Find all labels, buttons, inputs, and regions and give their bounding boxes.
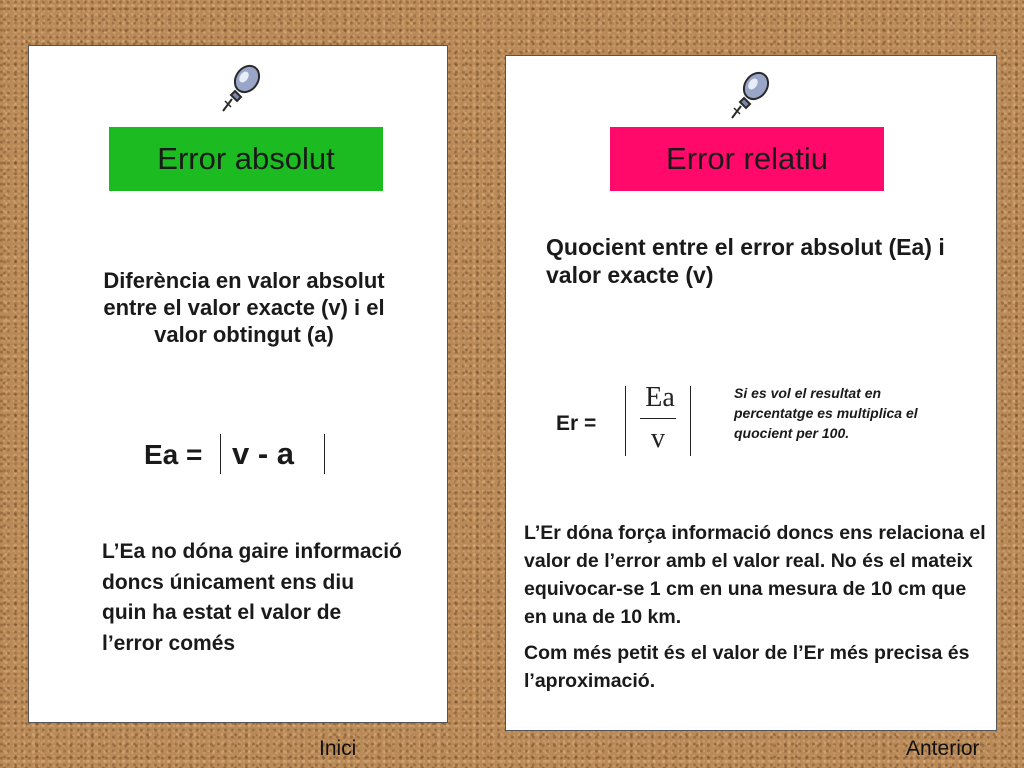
formula-numerator: Ea [645, 382, 675, 413]
absolute-error-note: L’Ea no dóna gaire informació doncs únicament ens diu quin ha estat el valor de l’error comés [102, 540, 402, 655]
abs-bar-right [690, 386, 691, 456]
absolute-error-title: Error absolut [109, 127, 383, 191]
relative-error-formula [554, 382, 734, 462]
formula-lhs: Er = [556, 412, 597, 435]
relative-error-definition: Quocient entre el error absolut (Ea) i valor exacte (v) [546, 234, 945, 288]
home-link[interactable]: Inici [319, 737, 357, 760]
formula-rhs: v - a [232, 436, 295, 471]
abs-bar-right [324, 434, 325, 474]
formula-lhs: Ea = [144, 439, 203, 470]
relative-error-card [505, 55, 997, 731]
relative-error-note-1: L’Er dóna força informació doncs ens relaciona el valor de l’error amb el valor real. No és el mateix equivocar-se 1 cm en una mesura de 10 cm que en una de 10 km. [524, 522, 986, 628]
absolute-error-card [28, 45, 448, 723]
fraction-line [640, 418, 676, 419]
absolute-error-formula [144, 431, 344, 481]
pushpin-icon [728, 68, 772, 122]
relative-error-notes [524, 519, 994, 695]
abs-bar-left [625, 386, 626, 456]
absolute-error-definition: Diferència en valor absolut entre el valor exacte (v) i el valor obtingut (a) [103, 268, 385, 347]
relative-error-note-2: Com més petit és el valor de l’Er més precisa és l’aproximació. [524, 642, 970, 692]
abs-bar-left [220, 434, 221, 474]
formula-denominator: v [651, 423, 665, 454]
previous-link[interactable]: Anterior [906, 737, 980, 760]
pushpin-icon [219, 61, 263, 115]
relative-error-title: Error relatiu [610, 127, 884, 191]
percentage-note: Si es vol el resultat en percentatge es multiplica el quocient per 100. [734, 385, 918, 441]
